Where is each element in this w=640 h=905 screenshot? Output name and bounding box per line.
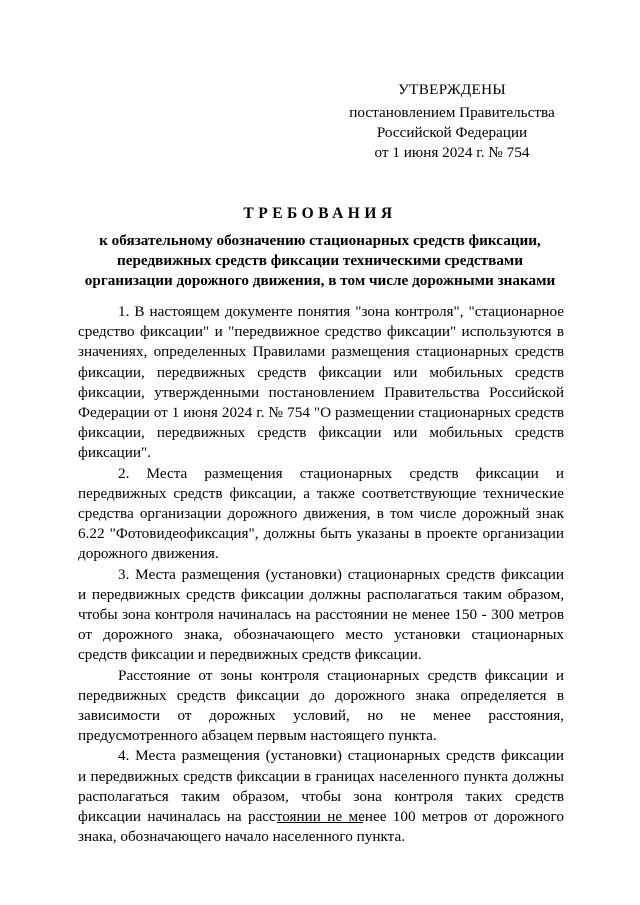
end-divider — [277, 822, 363, 823]
document-title: ТРЕБОВАНИЯ — [243, 205, 397, 222]
subtitle-line: передвижных средств фиксации техническими средствами — [116, 252, 524, 269]
document-body — [78, 302, 564, 847]
subtitle-line: организации дорожного движения, в том числе дорожными знаками — [84, 272, 556, 289]
approval-line: от 1 июня 2024 г. № 754 — [374, 144, 530, 161]
subtitle-line: к обязательному обозначению стационарных средств фиксации, — [99, 232, 541, 249]
paragraph-3: 3. Места размещения (установки) стационарных средств фиксации и передвижных средств фиксации должны располагаться таким образом, чтобы зона контроля начиналась на расстоянии не менее 150 - 300 метров от дорожного знака, обозначающего место установки стационарных средств фиксации и передвижных средств фиксации. — [78, 565, 564, 664]
approval-line: Российской Федерации — [376, 124, 528, 141]
paragraph-3-continuation: Расстояние от зоны контроля стационарных средств фиксации и передвижных средств фиксации до дорожного знака определяется в зависимости от дорожных условий, но не менее расстояния, предусмотренного абзацем первым настоящего пункта. — [78, 666, 564, 745]
approval-block — [340, 80, 564, 163]
paragraph-1: 1. В настоящем документе понятия "зона контроля", "стационарное средство фиксации" и "передвижное средство фиксации" используются в значениях, определенных Правилами размещения стационарных средств фиксации, передвижных средств фиксации или мобильных средств фиксации, утвержденными постановлением Правительства Российской Федерации от 1 июня 2024 г. № 754 "О размещении стационарных средств фиксации, передвижных средств фиксации или мобильных средств фиксации". — [78, 303, 564, 462]
paragraph-2: 2. Места размещения стационарных средств фиксации и передвижных средств фиксации, а также соответствующие технические средства организации дорожного движения, в том числе дорожный знак 6.22 "Фотовидеофиксация", должны быть указаны в проекте организации дорожного движения. — [78, 464, 564, 563]
approval-stamp: УТВЕРЖДЕНЫ — [398, 81, 506, 98]
paragraph-4: 4. Места размещения (установки) стационарных средств фиксации и передвижных средств фиксации в границах населенного пункта должны располагаться таким образом, чтобы зона контроля таких средств фиксации начиналась на расстоянии не менее 100 метров от дорожного знака, обозначающего начало населенного пункта. — [78, 747, 564, 846]
document-subtitle — [78, 231, 562, 291]
approval-line: постановлением Правительства — [349, 104, 555, 121]
